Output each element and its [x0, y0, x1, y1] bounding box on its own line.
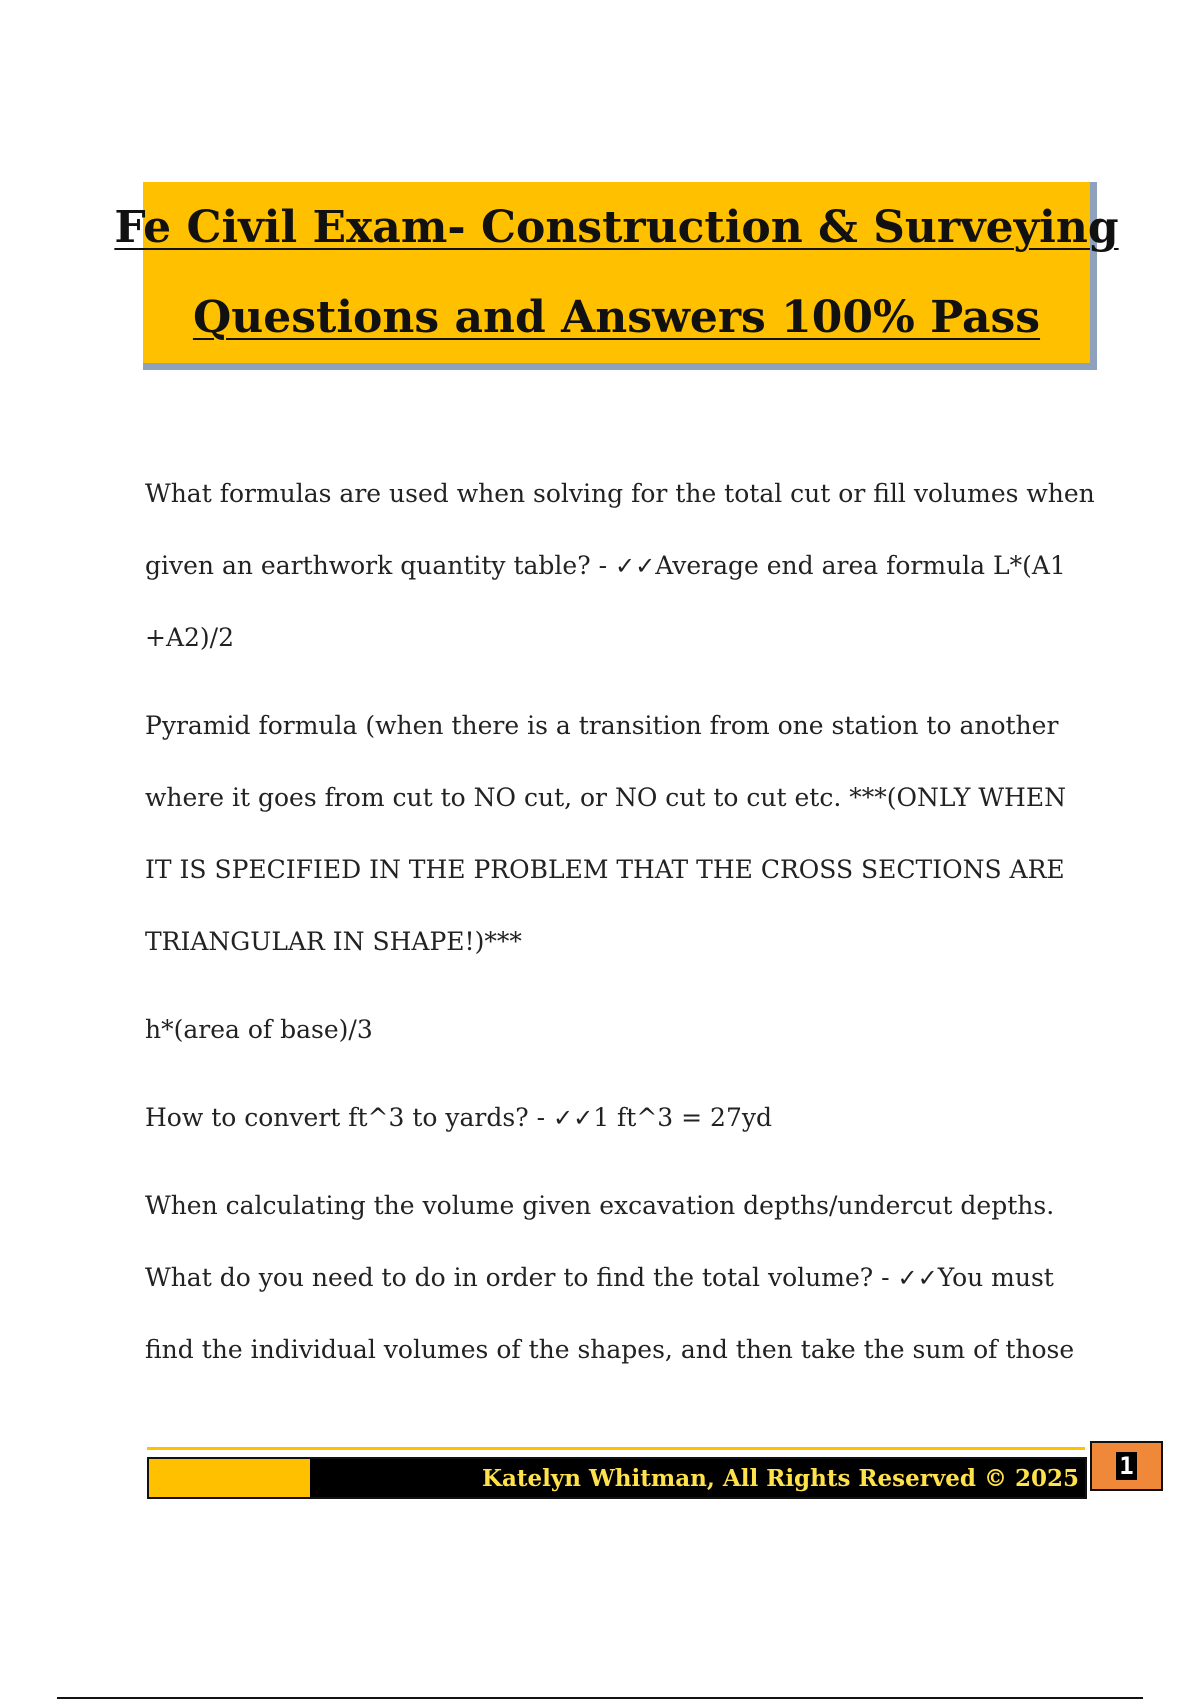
question-text: When calculating the volume given excavation depths/undercut depths. What do you need to do in order to find the total volume? - [145, 1191, 1055, 1292]
page-number-box [1090, 1441, 1163, 1491]
pyramid-formula: h*(area of base)/3 [145, 1015, 373, 1044]
document-title-line-1: Fe Civil Exam- Construction & Surveying [114, 201, 1119, 253]
answer-text: 1 ft^3 = 27yd [593, 1103, 772, 1132]
check-mark-icon: ✓✓ [614, 552, 656, 580]
answer-text: Average end area formula L*(A1 +A2)/2 [145, 551, 1066, 652]
pyramid-formula-note: Pyramid formula (when there is a transition from one station to another where it goes from cut to NO cut, or NO cut to cut etc. ***(ONLY WHEN IT IS SPECIFIED IN THE PROBLEM THAT THE CROSS SECTIONS ARE TRIANGULAR IN SHAPE!)*** [145, 711, 1066, 956]
check-mark-icon: ✓✓ [897, 1264, 938, 1292]
copyright-text: Katelyn Whitman, All Rights Reserved © 2025 [482, 1464, 1079, 1492]
page-number: 1 [1116, 1452, 1136, 1480]
qa-earthwork-formulas [145, 458, 1095, 674]
footer-divider [147, 1447, 1085, 1450]
question-text: What formulas are used when solving for the total cut or fill volumes when given an earthwork quantity table? - [145, 479, 1095, 580]
question-text: How to convert ft^3 to yards? - [145, 1103, 553, 1132]
check-mark-icon: ✓✓ [552, 1104, 594, 1132]
qa-convert-cubic-feet [145, 1082, 1095, 1154]
title-banner [114, 182, 1119, 370]
document-body [145, 458, 1095, 1386]
footer-bar [147, 1457, 1087, 1499]
page-bottom-rule [57, 1697, 1143, 1699]
document-title-line-2: Questions and Answers 100% Pass [192, 291, 1041, 343]
qa-excavation-volume [145, 1170, 1095, 1386]
answer-text: You must find the individual volumes of the shapes, and then take the sum of those [145, 1263, 1075, 1364]
footer-copyright-block [310, 1459, 1085, 1497]
